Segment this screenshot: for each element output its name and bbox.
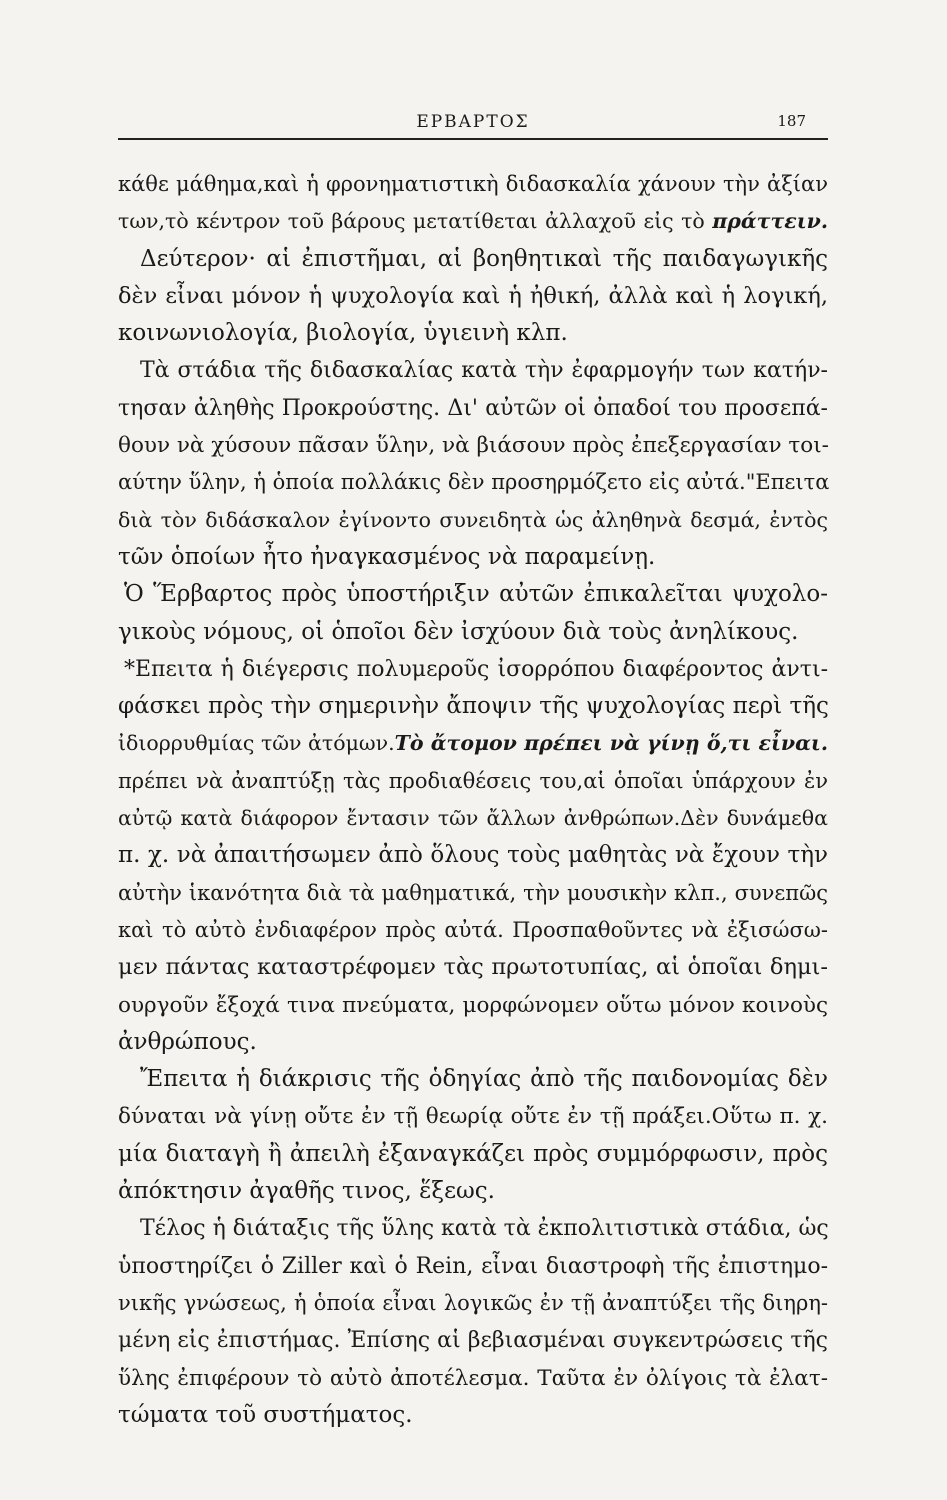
text-line	[118, 763, 828, 800]
text-line-content: πρέπει νὰ ἀναπτύξῃ τὰς προδιαθέσεις του,αἱ ὁποῖαι ὑπάρχουν ἐν	[118, 768, 828, 793]
text-line	[118, 1098, 828, 1135]
text-line	[118, 725, 828, 762]
text-line	[118, 203, 828, 240]
emphasis-text: πράττειν.	[712, 209, 828, 234]
emphasis-text: Τὸ ἄτομον πρέπει νὰ γίνῃ ὅ,τι εἶναι.	[394, 731, 828, 756]
text-line	[118, 1136, 828, 1173]
text-line-content: ἀνθρώπους.	[118, 1028, 257, 1055]
text-line-content: τησαν ἀληθὴς Προκρούστης. Δι' αὐτῶν οἱ ὀπαδοί του προσεπά-	[118, 395, 828, 421]
text-line	[118, 352, 828, 389]
text-line-content: ὑποστηρίζει ὁ Ziller καὶ ὁ Rein, εἶναι διαστροφὴ τῆς ἐπιστημο-	[118, 1253, 828, 1279]
text-line	[118, 837, 828, 874]
text-line-content: ἀπόκτησιν ἀγαθῆς τινος, ἕξεως.	[118, 1178, 495, 1205]
text-line	[118, 987, 828, 1024]
text-line-content: Τέλος ἡ διάταξις τῆς ὕλης κατὰ τὰ ἐκπολιτιστικὰ στάδια, ὡς	[140, 1216, 829, 1242]
text-line-content: των,τὸ κέντρον τοῦ βάρους μετατίθεται ἀλλαχοῦ εἰς τὸ	[118, 209, 713, 234]
text-line-content: φάσκει πρὸς τὴν σημερινὴν ἄποψιν τῆς ψυχολογίας περὶ τῆς	[118, 693, 829, 720]
text-line	[118, 1285, 828, 1322]
text-line	[118, 166, 828, 203]
text-line	[118, 1024, 828, 1061]
running-header	[118, 112, 828, 140]
text-line-content: ουργοῦν ἔξοχά τινα πνεύματα, μορφώνομεν οὕτω μόνον κοινοὺς	[118, 992, 828, 1018]
text-line-content: νικῆς γνώσεως, ἡ ὁποία εἶναι λογικῶς ἐν τῇ ἀναπτύξει τῆς διηρη-	[118, 1290, 828, 1315]
text-line	[118, 241, 828, 278]
text-line-content: δὲν εἶναι μόνον ἡ ψυχολογία καὶ ἡ ἠθική, ἀλλὰ καὶ ἡ λογική,	[118, 282, 828, 309]
text-line	[118, 800, 828, 837]
text-line	[118, 875, 828, 912]
text-line-content: ἰδιορρυθμίας τῶν ἀτόμων.	[118, 731, 395, 756]
text-line-content: μία διαταγὴ ἢ ἀπειλὴ ἐξαναγκάζει πρὸς συμμόρφωσιν, πρὸς	[118, 1140, 828, 1167]
text-line	[118, 427, 828, 464]
text-line-content: αύτην ὕλην, ἡ ὁποία πολλάκις δὲν προσηρμόζετο εἰς αὐτά."Επειτα	[118, 470, 830, 495]
text-line	[118, 912, 828, 949]
text-line-content: διὰ τὸν διδάσκαλον ἐγίνοντο συνειδητὰ ὡς ἀληθηνὰ δεσμά, ἐντὸς	[118, 507, 828, 532]
text-line	[118, 315, 828, 352]
text-line	[118, 1397, 828, 1434]
text-line-content: γικοὺς νόμους, οἱ ὁποῖοι δὲν ἰσχύουν διὰ τοὺς ἀνηλίκους.	[118, 618, 799, 645]
header-rule	[118, 138, 828, 140]
text-line-content: δύναται νὰ γίνῃ οὔτε ἐν τῇ θεωρίᾳ οὔτε ἐν τῇ πράξει.Οὕτω π. χ.	[118, 1104, 828, 1130]
text-line-content: αὐτὴν ἱκανότητα διὰ τὰ μαθηματικά, τὴν μουσικὴν κλπ., συνεπῶς	[118, 880, 828, 905]
text-line	[118, 1173, 828, 1210]
text-line-content: Ὁ Ἕρβαρτος πρὸς ὑποστήριξιν αὐτῶν ἐπικαλεῖται ψυχολο-	[124, 581, 828, 608]
text-line-content: τώματα τοῦ συστήματος.	[118, 1401, 413, 1428]
text-line-content: μένη εἰς ἐπιστήμας. Ἐπίσης αἱ βεβιασμέναι συγκεντρώσεις τῆς	[118, 1328, 828, 1354]
text-line	[118, 502, 828, 539]
text-line-content: *Επειτα ἡ διέγερσις πολυμεροῦς ἰσορρόπου διαφέροντος ἀντι-	[124, 656, 828, 682]
text-line-content: ὕλης ἐπιφέρουν τὸ αὐτὸ ἀποτέλεσμα. Ταῦτα ἐν ὀλίγοις τὰ ἐλατ-	[118, 1365, 828, 1391]
text-line-content: κοινωνιολογία, βιολογία, ὑγιεινὴ κλπ.	[118, 320, 568, 347]
text-line	[118, 464, 828, 501]
text-line	[118, 539, 828, 576]
text-line-content: Ἔπειτα ἡ διάκρισις τῆς ὁδηγίας ἀπὸ τῆς παιδονομίας δὲν	[140, 1066, 828, 1093]
text-line-content: καὶ τὸ αὐτὸ ἐνδιαφέρον πρὸς αὐτά. Προσπαθοῦντες νὰ ἐξισώσω-	[118, 917, 828, 942]
text-line	[118, 576, 828, 613]
text-line-content: Δεύτερον· αἱ ἐπιστῆμαι, αἱ βοηθητικαὶ τῆς παιδαγωγικῆς	[140, 245, 828, 272]
text-line-content: μεν πάντας καταστρέφομεν τὰς πρωτοτυπίας, αἱ ὁποῖαι δημι-	[118, 954, 828, 981]
text-line	[118, 614, 828, 651]
text-line	[118, 1360, 828, 1397]
text-line	[118, 1248, 828, 1285]
text-line-content: θουν νὰ χύσουν πᾶσαν ὕλην, νὰ βιάσουν πρὸς ἐπεξεργασίαν τοι-	[118, 433, 829, 459]
text-line	[118, 1210, 828, 1247]
text-line-content: Τὰ στάδια τῆς διδασκαλίας κατὰ τὴν ἐφαρμογήν των κατήν-	[140, 358, 828, 384]
text-line	[118, 1061, 828, 1098]
text-line	[118, 651, 828, 688]
text-line-content: π. χ. νὰ ἀπαιτήσωμεν ἀπὸ ὅλους τοὺς μαθητὰς νὰ ἔχουν τὴν	[118, 842, 828, 869]
text-line	[118, 688, 828, 725]
text-line-content: αὐτῷ κατὰ διάφορον ἔντασιν τῶν ἄλλων ἀνθρώπων.Δὲν δυνάμεθα	[118, 806, 828, 831]
body-text	[118, 166, 828, 1434]
text-line	[118, 390, 828, 427]
text-line	[118, 1322, 828, 1359]
text-line	[118, 278, 828, 315]
page-number: 187	[777, 112, 806, 130]
running-title: ΕΡΒΑΡΤΟΣ	[416, 112, 530, 132]
text-line	[118, 949, 828, 986]
text-line-content: τῶν ὁποίων ἦτο ἠναγκασμένος νὰ παραμείνῃ.	[118, 543, 656, 570]
text-line-content: κάθε μάθημα,καὶ ἡ φρονηματιστικὴ διδασκαλία χάνουν τὴν ἀξίαν	[118, 172, 828, 196]
